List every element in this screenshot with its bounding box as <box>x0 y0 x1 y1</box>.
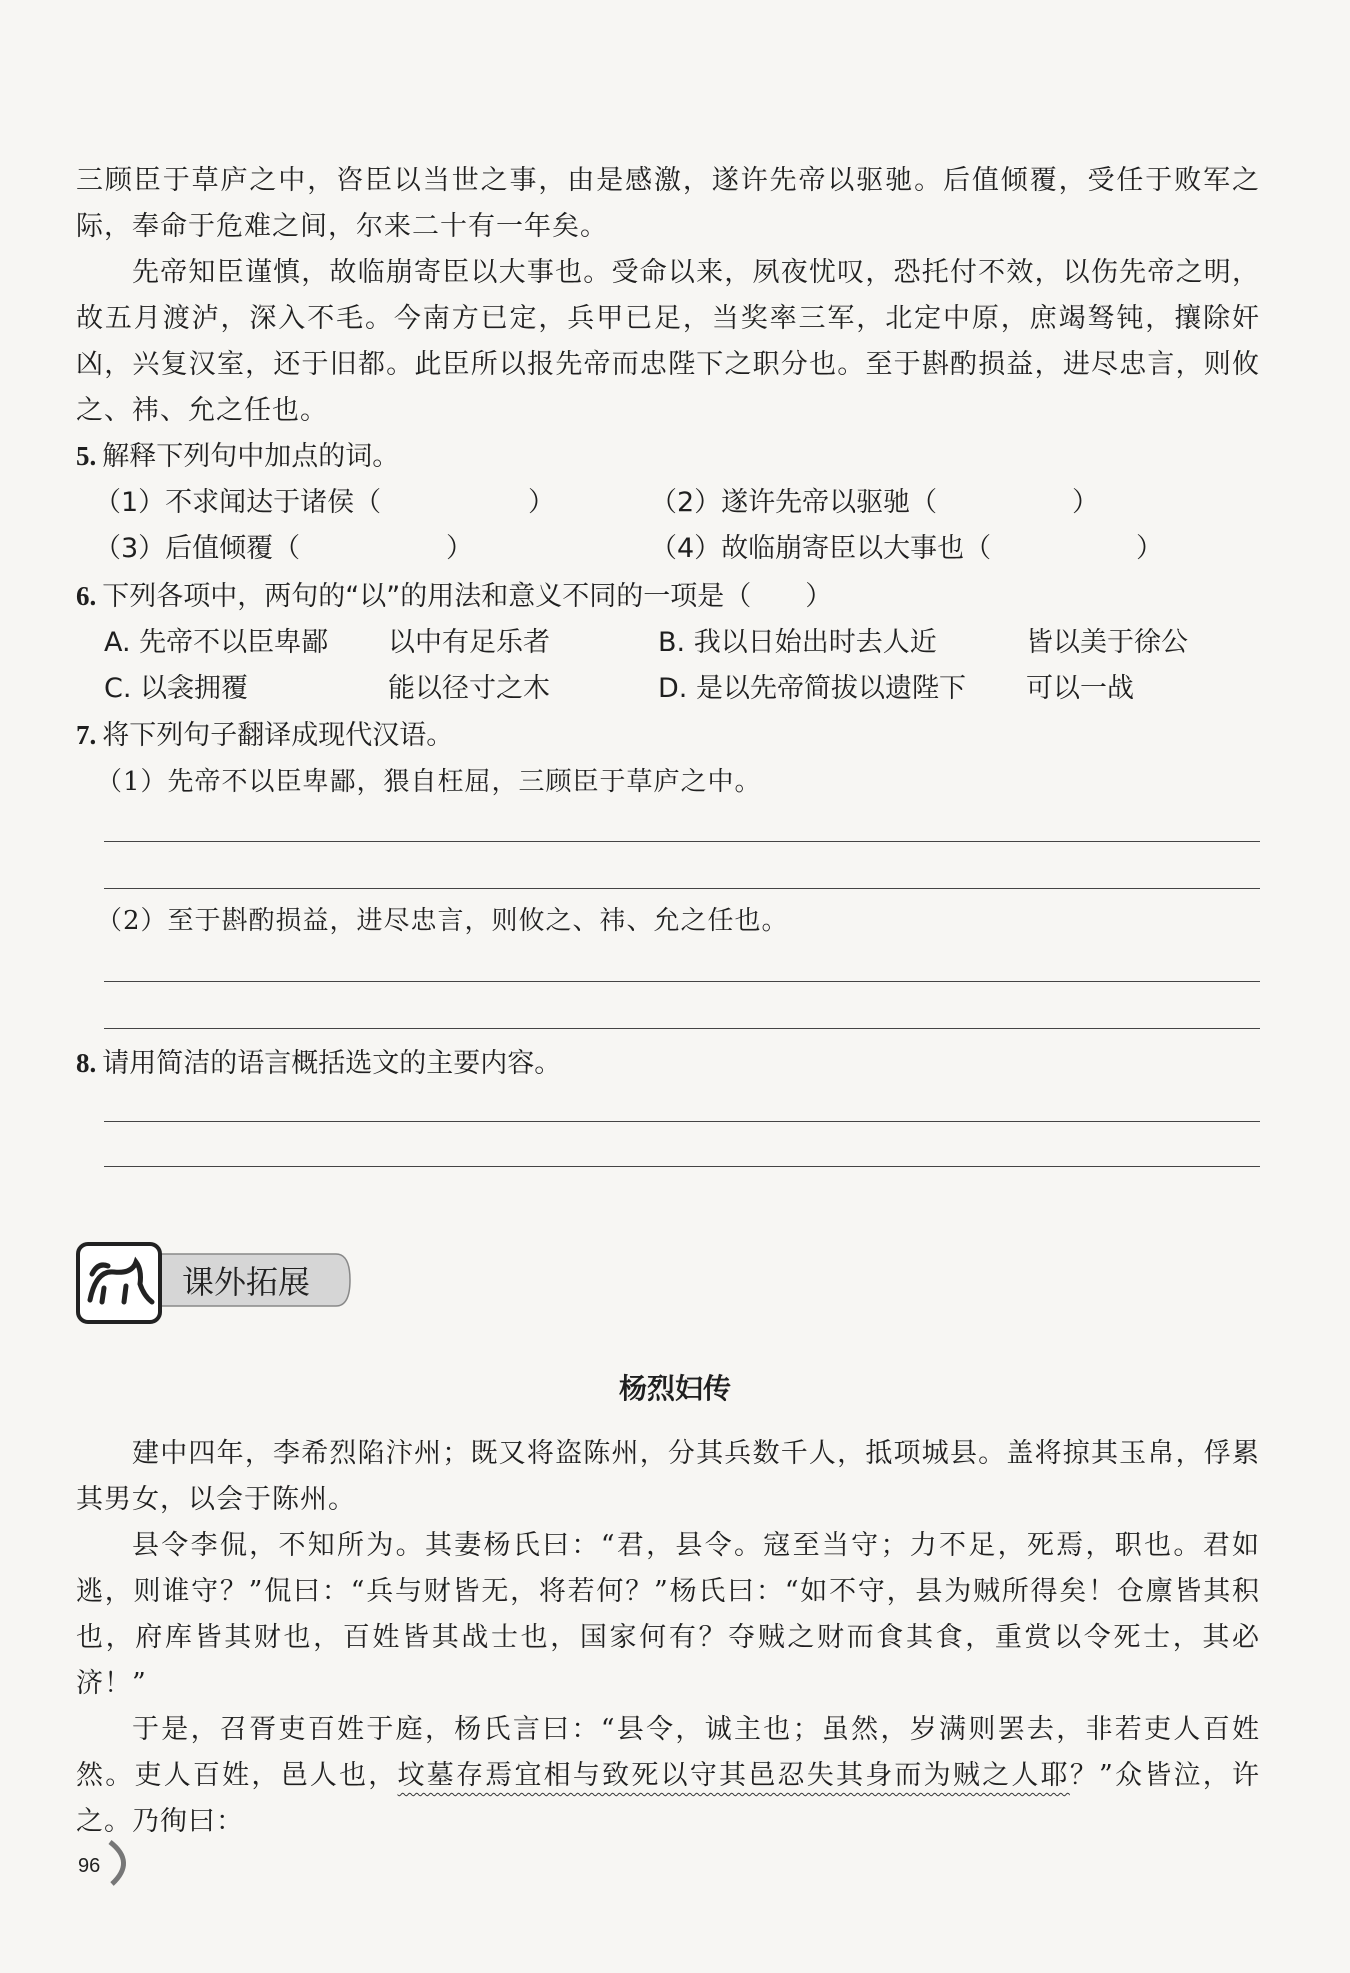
answer-line[interactable] <box>104 981 1260 982</box>
svg-text:96: 96 <box>78 1855 101 1877</box>
article-body <box>76 1431 1260 1845</box>
question-8-prompt: 8. 请用简洁的语言概括选文的主要内容。 <box>76 1048 562 1079</box>
q6-option-c: C. 以衾拥覆 <box>104 673 249 704</box>
passage <box>76 158 1260 434</box>
question-7-prompt: 7. 将下列句子翻译成现代汉语。 <box>76 720 454 751</box>
question-6-prompt: 6. 下列各项中，两句的“以”的用法和意义不同的一项是（ ） <box>76 581 833 612</box>
answer-line[interactable] <box>104 1028 1260 1029</box>
q5-item-1: （1）不求闻达于诸侯（ <box>94 487 382 518</box>
question-7 <box>76 712 1260 805</box>
question-6-row-1 <box>76 620 1260 666</box>
question-5-row-2 <box>76 526 1260 572</box>
question-5 <box>76 433 1260 572</box>
article-paragraph-3: 于是，召胥吏百姓于庭，杨氏言曰：“县令，诚主也；虽然，岁满则罢去，非若吏人百姓然。吏人百姓，邑人也，坟墓存焉宜相与致死以守其邑忍失其身而为贼之人耶？”众皆泣，许之。乃徇曰： <box>76 1714 1261 1837</box>
answer-line[interactable] <box>104 1166 1260 1167</box>
q6-option-d-2: 可以一战 <box>1026 673 1134 704</box>
q6-option-b: B. 我以日始出时去人近 <box>658 627 937 658</box>
passage-paragraph-1: 三顾臣于草庐之中，咨臣以当世之事，由是感激，遂许先帝以驱驰。后值倾覆，受任于败军之际，奉命于危难之间，尔来二十有一年矣。 <box>76 165 1260 242</box>
question-7-part-2 <box>76 898 1260 944</box>
question-7-sentence-2: （2）至于斟酌损益，进尽忠言，则攸之、祎、允之任也。 <box>96 906 789 936</box>
q5-item-4: （4）故临崩寄臣以大事也（ <box>650 533 992 564</box>
article-paragraph-2: 县令李侃，不知所为。其妻杨氏曰：“君，县令。寇至当守；力不足，死焉，职也。君如逃，则谁守？”侃曰：“兵与财皆无，将若何？”杨氏曰：“如不守，县为贼所得矣！仓廪皆其积也，府库皆其财也，百姓皆其战士也，国家何有？夺贼之财而食其食，重赏以令死士，其必济！” <box>76 1530 1260 1699</box>
q6-option-b-2: 皆以美于徐公 <box>1026 627 1188 658</box>
article-title: 杨烈妇传 <box>618 1372 731 1405</box>
q5-item-3: （3）后值倾覆（ <box>94 533 301 564</box>
question-6-row-2 <box>76 666 1260 712</box>
q5-item-4-close: ） <box>1136 533 1163 564</box>
q5-item-1-close: ） <box>528 487 555 518</box>
section-banner-graphic <box>74 1240 354 1326</box>
question-5-prompt: 5. 解释下列句中加点的词。 <box>76 441 400 472</box>
answer-line[interactable] <box>104 841 1260 842</box>
q6-option-c-2: 能以径寸之木 <box>388 673 550 704</box>
q6-option-d: D. 是以先帝简拔以遗陛下 <box>658 673 966 704</box>
question-8 <box>76 1040 1260 1087</box>
page-number-arc-icon <box>76 1838 136 1888</box>
question-7-sentence-1: （1）先帝不以臣卑鄙，猥自枉屈，三顾臣于草庐之中。 <box>96 767 762 797</box>
passage-paragraph-2: 先帝知臣谨慎，故临崩寄臣以大事也。受命以来，夙夜忧叹，恐托付不效，以伤先帝之明，故五月渡泸，深入不毛。今南方已定，兵甲已足，当奖率三军，北定中原，庶竭驽钝，攘除奸凶，兴复汉室，还于旧都。此臣所以报先帝而忠陛下之职分也。至于斟酌损益，进尽忠言，则攸之、祎、允之任也。 <box>76 257 1260 426</box>
q5-item-2-close: ） <box>1072 487 1099 518</box>
answer-line[interactable] <box>104 888 1260 889</box>
q6-option-a-2: 以中有足乐者 <box>388 627 550 658</box>
answer-line[interactable] <box>104 1121 1260 1122</box>
section-banner <box>74 1240 354 1326</box>
q5-item-2: （2）遂许先帝以驱驰（ <box>650 487 938 518</box>
question-5-row-1 <box>76 480 1260 526</box>
wavy-underlined-text: 坟墓存焉宜相与致死以守其邑忍失其身而为贼之人耶 <box>397 1760 1070 1791</box>
question-6 <box>76 573 1260 712</box>
page-number <box>76 1838 136 1888</box>
q6-option-a: A. 先帝不以臣卑鄙 <box>104 627 329 658</box>
q5-item-3-close: ） <box>446 533 473 564</box>
article-paragraph-1: 建中四年，李希烈陷汴州；既又将盗陈州，分其兵数千人，抵项城县。盖将掠其玉帛，俘累其男女，以会于陈州。 <box>76 1438 1260 1515</box>
section-banner-label: 课外拓展 <box>182 1263 311 1301</box>
